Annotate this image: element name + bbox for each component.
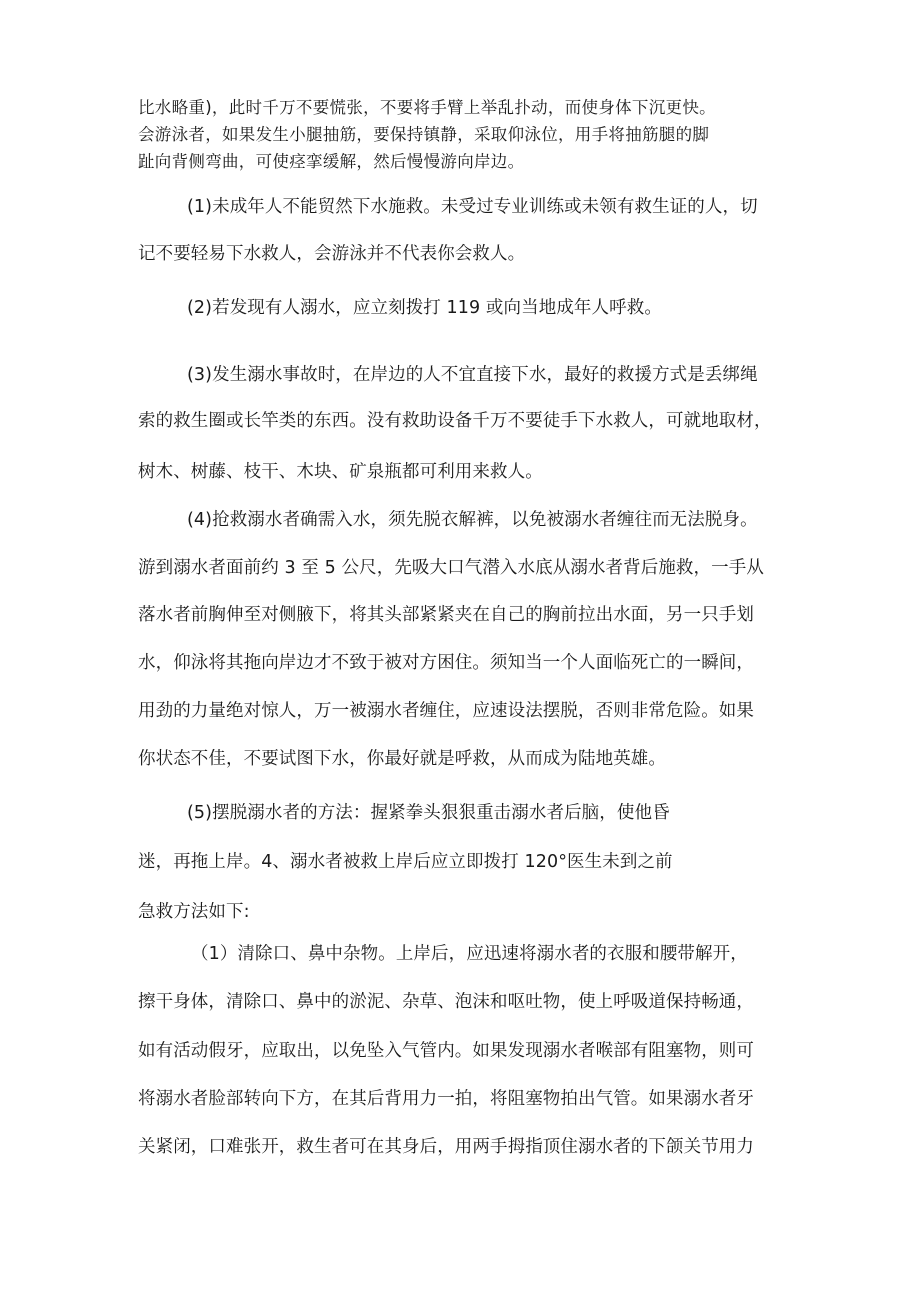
paragraph-line: 游到溺水者面前约 3 至 5 公尺，先吸大口气潜入水底从溺水者背后施救，一手从 bbox=[138, 558, 764, 578]
paragraph-line: 你状态不佳，不要试图下水，你最好就是呼救，从而成为陆地英雄。 bbox=[138, 749, 666, 769]
paragraph-line: 如有活动假牙，应取出，以免坠入气管内。如果发现溺水者喉部有阻塞物，则可 bbox=[138, 1041, 754, 1061]
paragraph-line: (1)未成年人不能贸然下水施救。未受过专业训练或未领有救生证的人，切 bbox=[187, 197, 758, 217]
paragraph-line: （1）清除口、鼻中杂物。上岸后，应迅速将溺水者的衣服和腰带解开， bbox=[191, 944, 748, 964]
text-line: 趾向背侧弯曲，可使痉挛缓解，然后慢慢游向岸边。 bbox=[138, 152, 525, 171]
paragraph-line: (4)抢救溺水者确需入水，须先脱衣解裤，以免被溺水者缠往而无法脱身。 bbox=[187, 510, 758, 530]
text-line: 会游泳者，如果发生小腿抽筋，要保持镇静，采取仰泳位，用手将抽筋腿的脚 bbox=[138, 125, 710, 144]
paragraph-line: 索的救生圈或长竿类的东西。没有救助设备千万不要徒手下水救人，可就地取材， bbox=[138, 411, 772, 431]
paragraph-line: 树木、树藤、枝干、木块、矿泉瓶都可利用来救人。 bbox=[138, 462, 543, 482]
paragraph-line: 记不要轻易下水救人，会游泳并不代表你会救人。 bbox=[138, 244, 526, 264]
paragraph-line: 急救方法如下: bbox=[138, 902, 250, 922]
paragraph-line: 迷，再拖上岸。4、溺水者被救上岸后应立即拨打 120°医生未到之前 bbox=[138, 852, 673, 872]
paragraph-line: 用劲的力量绝对惊人，万一被溺水者缠住，应速设法摆脱，否则非常危险。如果 bbox=[138, 701, 754, 721]
paragraph-line: 擦干身体，清除口、鼻中的淤泥、杂草、泡沫和呕吐物，使上呼吸道保持畅通， bbox=[138, 992, 754, 1012]
paragraph-line: (3)发生溺水事故时，在岸边的人不宜直接下水，最好的救援方式是丢绑绳 bbox=[187, 365, 758, 385]
paragraph-line: 水，仰泳将其拖向岸边才不致于被对方困住。须知当一个人面临死亡的一瞬间， bbox=[138, 653, 754, 673]
paragraph-line: 将溺水者脸部转向下方，在其后背用力一拍，将阻塞物拍出气管。如果溺水者牙 bbox=[138, 1089, 754, 1109]
paragraph-line: (5)摆脱溺水者的方法：握紧拳头狠狠重击溺水者后脑，使他昏 bbox=[187, 803, 670, 823]
paragraph-line: (2)若发现有人溺水，应立刻拨打 119 或向当地成年人呼救。 bbox=[187, 298, 662, 318]
text-line: 比水略重)，此时千万不要慌张，不要将手臂上举乱扑动，而使身体下沉更快。 bbox=[138, 98, 716, 117]
paragraph-line: 落水者前胸伸至对侧腋下，将其头部紧紧夹在自己的胸前拉出水面，另一只手划 bbox=[138, 605, 754, 625]
paragraph-line: 关紧闭，口难张开，救生者可在其身后，用两手拇指顶住溺水者的下颌关节用力 bbox=[138, 1137, 754, 1157]
